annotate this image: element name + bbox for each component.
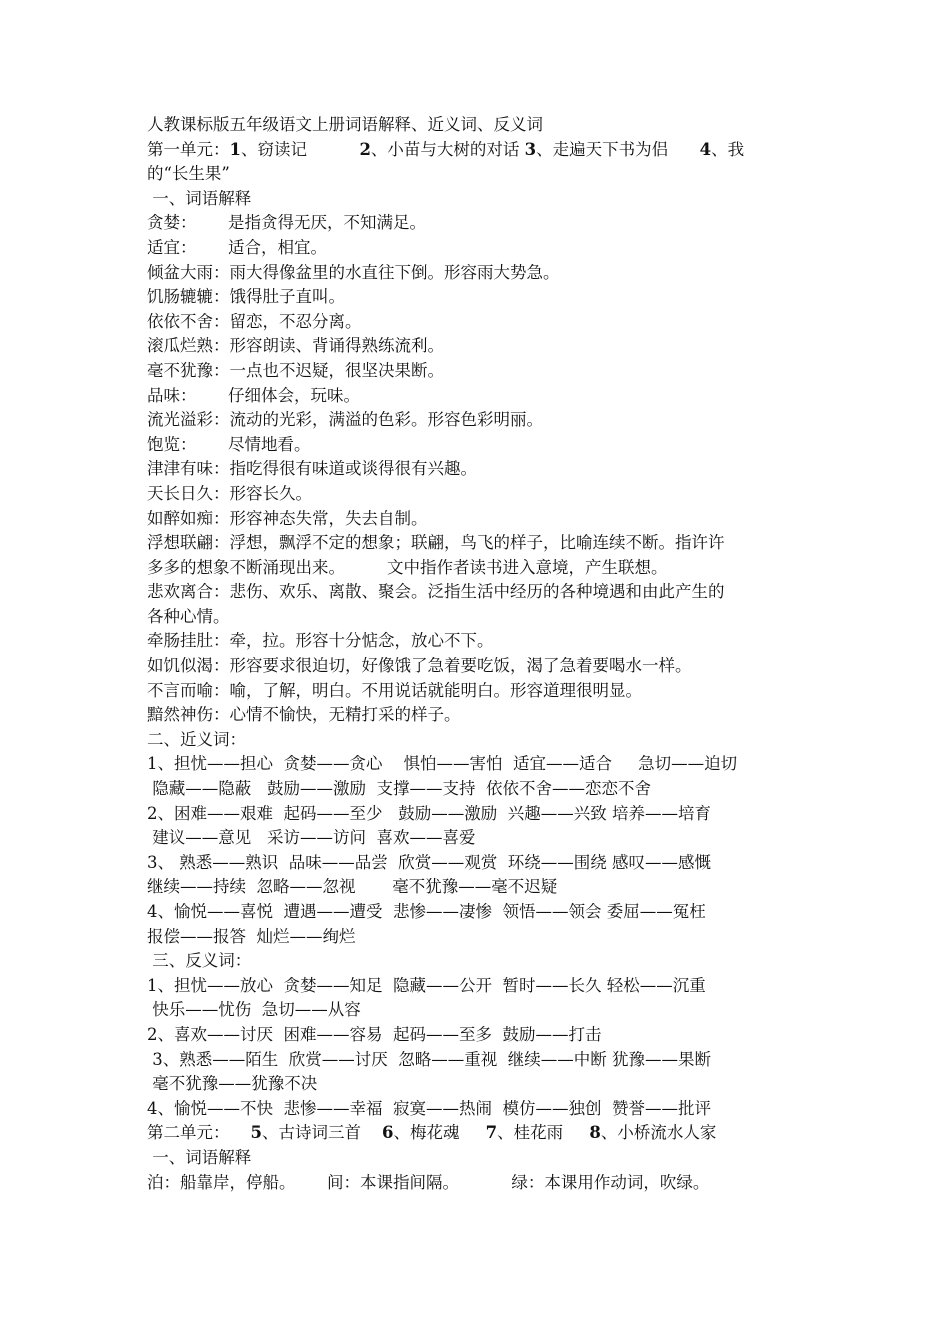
lesson-num: 6	[381, 1123, 394, 1143]
antonym-line: 1、担忧——放心 贪婪——知足 隐藏——公开 暂时——长久 轻松——沉重	[147, 975, 706, 995]
definition-line: 如饥似渴：形容要求很迫切，好像饿了急着要吃饭，渴了急着要喝水一样。	[147, 656, 692, 676]
unit2-heading	[147, 1121, 812, 1146]
section-heading: 三、反义词：	[147, 951, 252, 971]
lesson-title: 、小桥流水人家	[600, 1123, 717, 1143]
definition-line: 流光溢彩：流动的光彩，满溢的色彩。形容色彩明丽。	[147, 410, 543, 430]
unit1-heading: 第一单元：1、窃读记 2、小苗与大树的对话 3、走遍天下书为侣 4、我	[147, 139, 745, 159]
lesson-title: 、古诗词三首	[261, 1123, 361, 1143]
synonym-line: 1、担忧——担心 贪婪——贪心 惧怕——害怕 适宜——适合 急切——迫切	[147, 754, 738, 774]
lesson-num: 4	[699, 139, 712, 159]
definition-line: 滚瓜烂熟：形容朗读、背诵得熟练流利。	[147, 336, 444, 356]
definition-line: 津津有味：指吃得很有味道或谈得很有兴趣。	[147, 459, 477, 479]
definition-line: 多多的想象不断涌现出来。 文中指作者读书进入意境，产生联想。	[147, 557, 668, 577]
definition-line: 依依不舍：留恋，不忍分离。	[147, 311, 362, 331]
synonym-line: 报偿——报答 灿烂——绚烂	[147, 926, 356, 946]
synonym-line: 3、 熟悉——熟识 品味——品尝 欣赏——观赏 环绕——围绕 感叹——感慨	[147, 852, 711, 872]
definition-line: 泊：船靠岸，停船。 间：本课指间隔。 绿：本课用作动词，吹绿。	[147, 1172, 710, 1192]
lesson-num: 5	[250, 1123, 262, 1143]
antonym-line: 3、熟悉——陌生 欣赏——讨厌 忽略——重视 继续——中断 犹豫——果断	[147, 1049, 711, 1069]
synonym-line: 隐藏——隐蔽 鼓励——激励 支撑——支持 依依不舍——恋恋不舍	[147, 779, 651, 799]
synonym-line: 继续——持续 忽略——忽视 毫不犹豫——毫不迟疑	[147, 877, 558, 897]
antonym-line: 快乐——忧伤 急切——从容	[147, 1000, 361, 1020]
section-heading: 二、近义词：	[147, 729, 246, 749]
lesson-num: 2	[359, 139, 371, 159]
doc-title: 人教课标版五年级语文上册词语解释、近义词、反义词	[147, 115, 543, 134]
lesson-num: 3	[524, 139, 537, 159]
synonym-line: 建议——意见 采访——访问 喜欢——喜爱	[147, 828, 476, 848]
lesson-title: 、梅花魂	[393, 1123, 460, 1143]
document-page	[147, 113, 812, 1195]
definition-line: 贪婪： 是指贪得无厌，不知满足。	[147, 213, 426, 233]
definition-line: 不言而喻：喻，了解，明白。不用说话就能明白。形容道理很明显。	[147, 680, 642, 700]
lesson-title: 、桂花雨	[497, 1123, 564, 1143]
antonym-line: 2、喜欢——讨厌 困难——容易 起码——至多 鼓励——打击	[147, 1024, 602, 1044]
antonym-line: 毫不犹豫——犹豫不决	[147, 1074, 318, 1094]
definition-line: 天长日久：形容长久。	[147, 483, 312, 503]
definition-line: 品味： 仔细体会，玩味。	[147, 385, 360, 405]
definition-line: 饱览： 尽情地看。	[147, 434, 311, 454]
definition-line: 各种心情。	[147, 606, 230, 626]
antonym-line: 4、愉悦——不快 悲惨——幸福 寂寞——热闹 模仿——独创 赞誉——批评	[147, 1098, 711, 1118]
definition-line: 饥肠辘辘：饿得肚子直叫。	[147, 287, 345, 307]
lesson-num: 1	[229, 139, 241, 159]
section-heading: 一、词语解释	[152, 188, 252, 208]
unit1-heading-cont: 的“长生果”	[147, 164, 230, 184]
definition-line: 适宜： 适合，相宜。	[147, 237, 327, 257]
definition-line: 毫不犹豫：一点也不迟疑，很坚决果断。	[147, 360, 444, 380]
lesson-title: 、小苗与大树的对话	[370, 139, 520, 159]
definition-line: 倾盆大雨：雨大得像盆里的水直往下倒。形容雨大势急。	[147, 262, 560, 282]
unit2-label: 第二单元：	[147, 1123, 230, 1143]
unit1-label: 第一单元：	[147, 139, 230, 159]
lesson-title: 、窃读记	[240, 139, 307, 159]
section-heading: 一、词语解释	[147, 1147, 252, 1167]
definition-line: 牵肠挂肚：牵，拉。形容十分惦念，放心不下。	[147, 631, 494, 651]
definition-line: 悲欢离合：悲伤、欢乐、离散、聚会。泛指生活中经历的各种境遇和由此产生的	[147, 582, 725, 602]
lesson-num: 8	[589, 1123, 601, 1143]
lesson-num: 7	[485, 1123, 498, 1143]
definition-line: 浮想联翩：浮想，飘浮不定的想象；联翩，鸟飞的样子，比喻连续不断。指许许	[147, 533, 725, 553]
definition-line: 黯然神伤：心情不愉快，无精打采的样子。	[147, 705, 461, 725]
synonym-line: 4、愉悦——喜悦 遭遇——遭受 悲惨——凄惨 领悟——领会 委屈——冤枉	[147, 902, 706, 921]
definition-line: 如醉如痴：形容神态失常，失去自制。	[147, 508, 428, 528]
synonym-line: 2、困难——艰难 起码——至少 鼓励——激励 兴趣——兴致 培养——培育	[147, 803, 711, 823]
lesson-title: 、走遍天下书为侣	[536, 139, 669, 159]
